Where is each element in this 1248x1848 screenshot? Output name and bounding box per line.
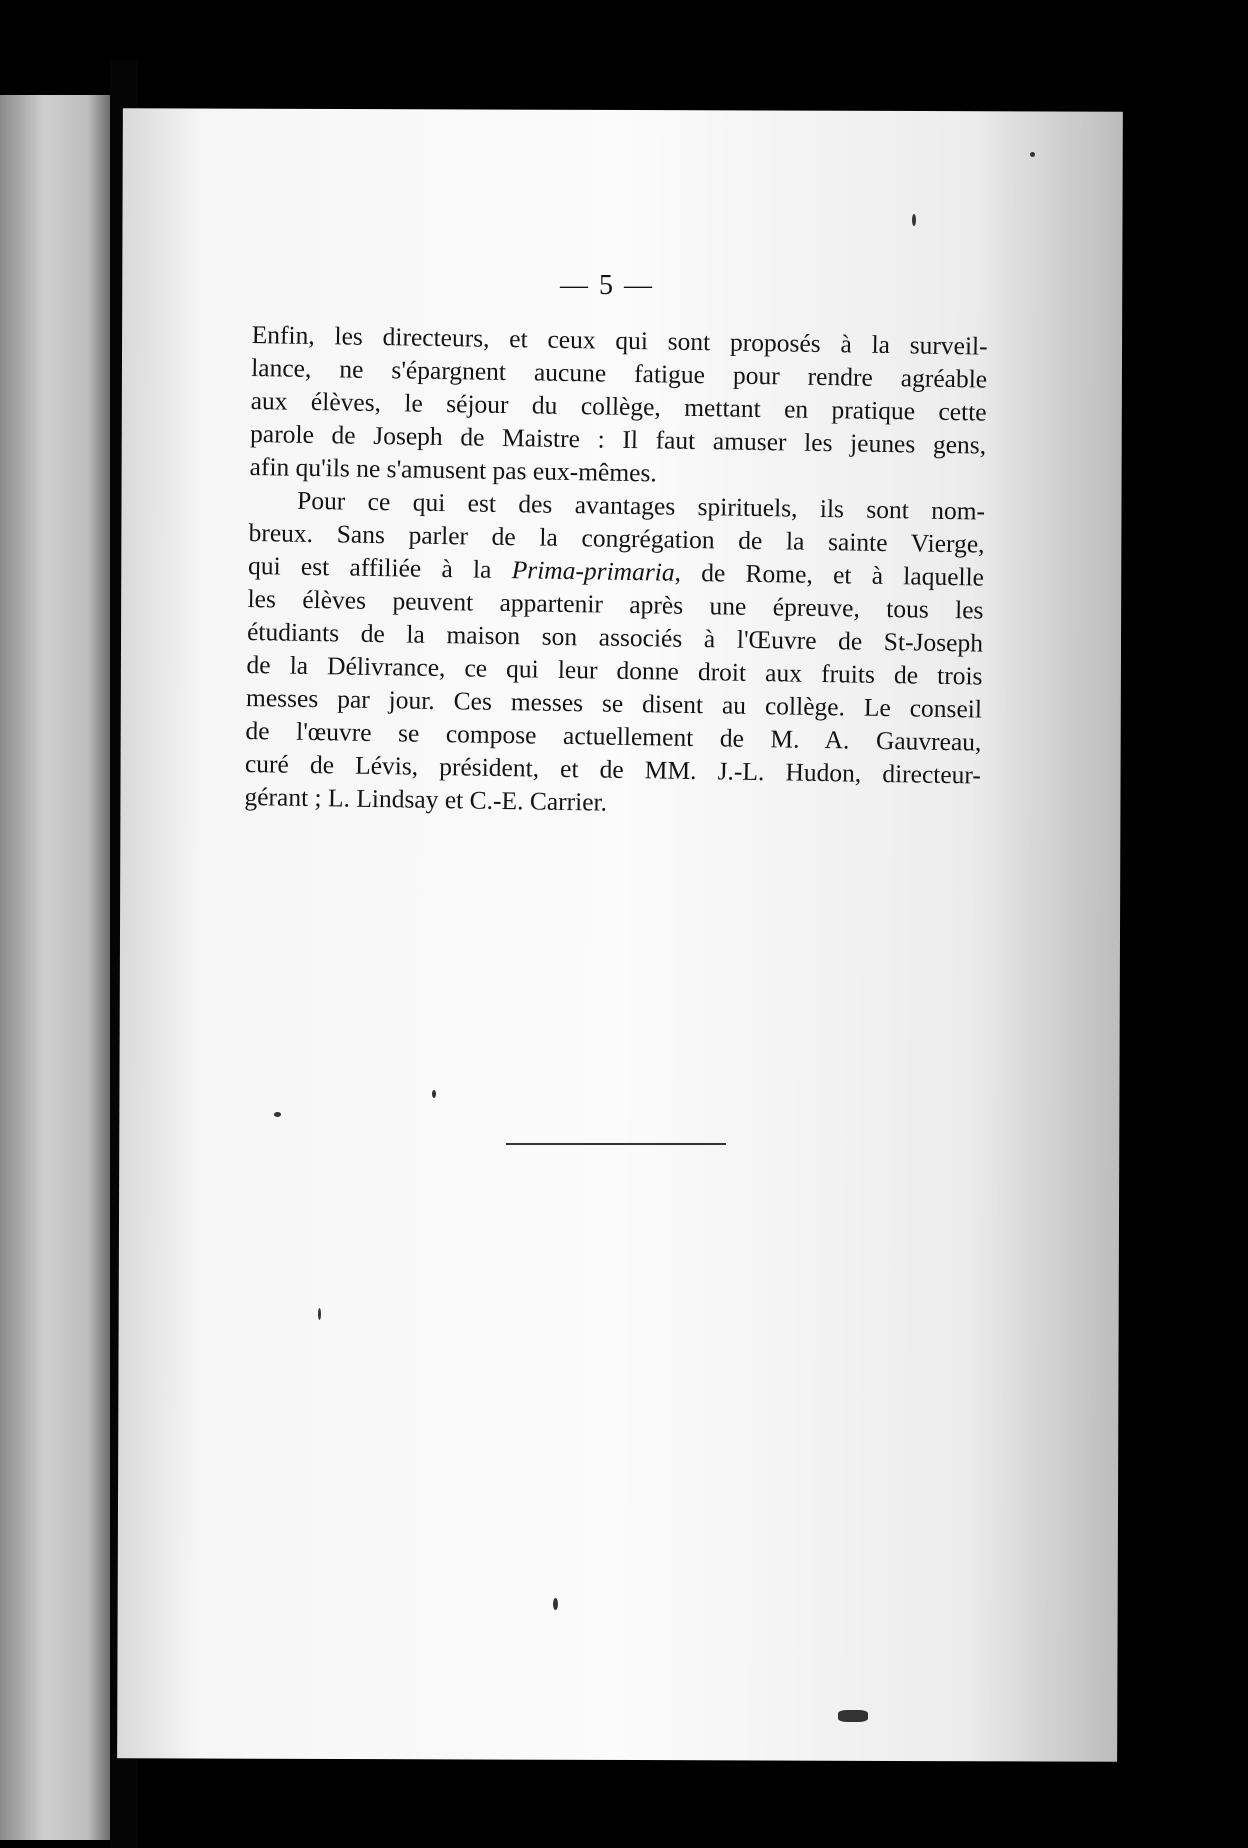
text-line: de l'œuvre se compose actuellement de M. A. Gauvreau, [245, 715, 982, 757]
text-line: lance, ne s'épargnent aucune fatigue pour rendre agréable [250, 352, 988, 394]
text-segment: qui est affiliée à la [247, 550, 512, 585]
text-line: curé de Lévis, président, et de MM. J.-L. Hudon, directeur- [244, 748, 982, 790]
section-end-rule [506, 1143, 726, 1145]
text-line: les élèves peuvent appartenir après une épreuve, tous les [247, 583, 984, 625]
text-line: gérant ; L. Lindsay et C.-E. Carrier. [244, 781, 608, 817]
text-segment: , de Rome, et à laquelle [674, 557, 985, 592]
left-page-edge [0, 95, 110, 1840]
text-line: aux élèves, le séjour du collège, mettant en pratique cette [250, 385, 987, 427]
paragraph-1 [249, 318, 988, 495]
body-text [244, 318, 988, 824]
speck [432, 1090, 436, 1098]
speck [318, 1308, 321, 1320]
text-line: breux. Sans parler de la congrégation de la sainte Vierge, [248, 517, 985, 559]
text-line: de la Délivrance, ce qui leur donne droit aux fruits de trois [246, 649, 983, 691]
speck [1030, 152, 1035, 157]
speck [274, 1112, 281, 1117]
speck [912, 214, 916, 226]
text-line: étudiants de la maison son associés à l'Œuvre de St-Joseph [246, 616, 984, 658]
text-line: afin qu'ils ne s'amusent pas eux-mêmes. [249, 451, 658, 488]
page-number: — 5 — [560, 270, 654, 301]
paragraph-2 [244, 483, 985, 825]
italic-term: Prima-primaria [511, 555, 675, 587]
text-line: parole de Joseph de Maistre : Il faut amuser les jeunes gens, [249, 418, 987, 460]
text-line: Pour ce qui est des avantages spirituels, ils sont nom- [296, 485, 986, 526]
text-line: messes par jour. Ces messes se disent au collège. Le conseil [245, 682, 983, 724]
speck [838, 1710, 868, 1722]
text-line: Enfin, les directeurs, et ceux qui sont proposés à la surveil- [251, 319, 988, 361]
speck [553, 1598, 558, 1610]
